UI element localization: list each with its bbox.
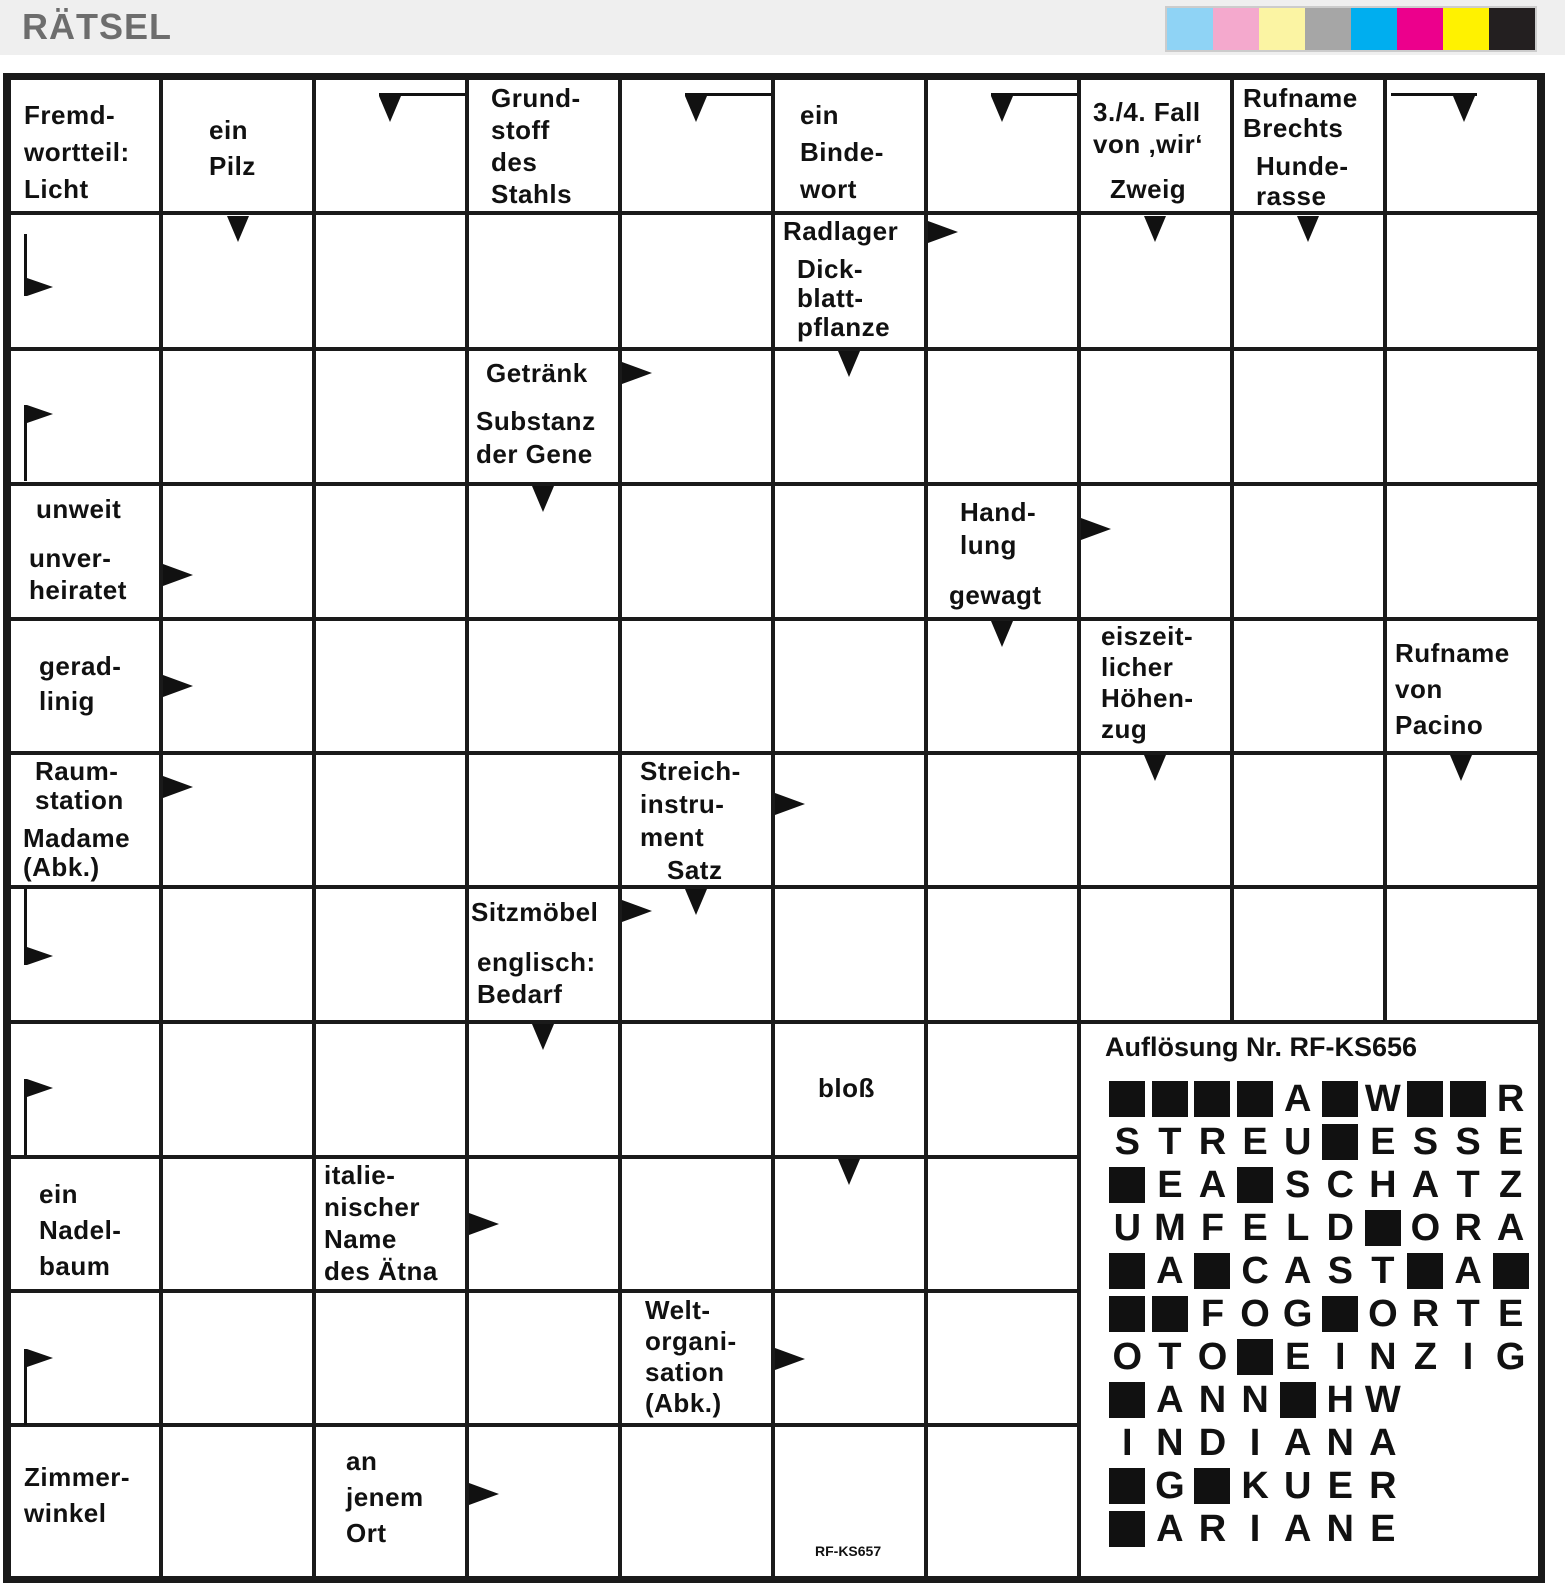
grid-cell[interactable] — [1234, 621, 1383, 751]
solution-row — [1106, 1379, 1404, 1421]
solution-letter: C — [1241, 1250, 1269, 1292]
solution-block — [1365, 1210, 1401, 1246]
arrow-down-icon — [991, 621, 1013, 647]
color-swatch — [1213, 8, 1259, 50]
solution-letter: D — [1198, 1422, 1227, 1464]
solution-letter: F — [1200, 1207, 1225, 1249]
solution-letter: A — [1411, 1164, 1440, 1206]
clue-weltorganisation: Welt- organi- sation (Abk.) — [622, 1293, 771, 1423]
solution-letter: N — [1156, 1422, 1184, 1464]
grid-cell[interactable] — [1081, 486, 1230, 617]
arrow-down-icon — [1450, 755, 1472, 781]
solution-letter: O — [1410, 1207, 1441, 1249]
arrow-right-icon — [775, 793, 805, 815]
solution-row — [1106, 1250, 1532, 1292]
arrow-down-icon — [1144, 216, 1166, 242]
solution-letter: T — [1158, 1336, 1182, 1378]
flag-arrow-icon — [24, 1349, 54, 1425]
clue-dickblattpflanze: Dick- blatt- pflanze — [775, 251, 924, 347]
solution-letter: R — [1198, 1121, 1227, 1163]
solution-letter: Z — [1499, 1164, 1523, 1206]
color-swatch — [1167, 8, 1213, 50]
grid-cell[interactable] — [1081, 351, 1230, 482]
solution-letter: T — [1456, 1164, 1480, 1206]
solution-letter: A — [1369, 1422, 1397, 1464]
color-swatch — [1259, 8, 1305, 50]
clue-satz: Satz — [622, 852, 771, 885]
grid-cell[interactable] — [622, 486, 771, 617]
solution-letter: A — [1283, 1422, 1312, 1464]
solution-letter: O — [1197, 1336, 1228, 1378]
clue-aetna: italie- nischer Name des Ätna — [316, 1159, 465, 1289]
solution-letter: A — [1283, 1508, 1312, 1550]
solution-letter: A — [1156, 1379, 1184, 1421]
grid-cell[interactable] — [928, 1293, 1077, 1423]
solution-block — [1109, 1382, 1145, 1418]
clue-nadelbaum: ein Nadel- baum — [11, 1159, 159, 1289]
solution-letter: S — [1284, 1164, 1311, 1206]
color-swatch — [1489, 8, 1535, 50]
solution-letter: M — [1154, 1207, 1186, 1249]
clue-geradlinig: gerad- linig — [11, 621, 159, 751]
solution-block — [1280, 1382, 1316, 1418]
solution-letter: G — [1495, 1336, 1526, 1378]
solution-letter: S — [1114, 1121, 1140, 1163]
solution-letter: R — [1454, 1207, 1482, 1249]
clue-grundstoff: Grund- stoff des Stahls — [469, 80, 618, 211]
solution-letter: N — [1198, 1379, 1227, 1421]
grid-cell[interactable] — [163, 1024, 312, 1155]
grid-cell[interactable] — [1234, 889, 1383, 1020]
solution-letter: A — [1283, 1250, 1312, 1292]
solution-block — [1322, 1124, 1358, 1160]
clue-rufname-pacino: Rufname von Pacino — [1387, 621, 1537, 751]
solution-letter: L — [1286, 1207, 1310, 1249]
solution-row — [1106, 1336, 1532, 1378]
clue-eiszeitlich: eiszeit- licher Höhen- zug — [1081, 621, 1230, 751]
grid-cell[interactable] — [622, 1159, 771, 1289]
solution-letter: G — [1155, 1465, 1185, 1507]
arrow-down-icon — [838, 1159, 860, 1185]
arrow-right-icon — [163, 675, 193, 697]
arrow-right-icon — [622, 900, 652, 922]
grid-cell[interactable] — [1387, 215, 1537, 347]
solution-letter: S — [1327, 1250, 1353, 1292]
puzzle-code: RF-KS657 — [815, 1543, 882, 1559]
grid-cell[interactable] — [316, 755, 465, 885]
grid-cell[interactable] — [622, 215, 771, 347]
grid-cell[interactable] — [775, 889, 924, 1020]
clue-zweig: Zweig — [1081, 168, 1230, 211]
solution-panel — [1081, 1024, 1538, 1576]
solution-letter: R — [1369, 1465, 1397, 1507]
color-swatch — [1443, 8, 1489, 50]
flag-arrow-icon — [24, 405, 54, 481]
solution-letter: D — [1326, 1207, 1354, 1249]
solution-letter: T — [1456, 1293, 1480, 1335]
arrow-down-icon — [227, 216, 249, 242]
arrow-right-icon — [163, 776, 193, 798]
solution-letter: C — [1326, 1164, 1354, 1206]
color-swatch — [1397, 8, 1443, 50]
solution-row — [1106, 1422, 1404, 1464]
solution-letter: E — [1242, 1121, 1268, 1163]
solution-row — [1106, 1207, 1532, 1249]
grid-cell[interactable] — [163, 1427, 312, 1576]
arrow-right-icon — [469, 1213, 499, 1235]
flag-arrow-icon — [24, 889, 54, 965]
solution-letter: E — [1327, 1465, 1353, 1507]
flag-arrow-icon — [24, 1079, 54, 1155]
solution-letter: I — [1334, 1336, 1346, 1378]
solution-letter: I — [1122, 1422, 1133, 1464]
arrow-down-icon — [838, 351, 860, 377]
color-swatch — [1351, 8, 1397, 50]
grid-cell[interactable] — [1234, 486, 1383, 617]
solution-letter: T — [1371, 1250, 1395, 1292]
solution-block — [1109, 1253, 1145, 1289]
grid-cell[interactable] — [316, 1293, 465, 1423]
solution-block — [1109, 1296, 1145, 1332]
solution-block — [1493, 1253, 1529, 1289]
solution-letter: E — [1284, 1336, 1311, 1378]
grid-cell[interactable] — [1234, 351, 1383, 482]
solution-block — [1109, 1468, 1145, 1504]
grid-cell[interactable] — [1387, 889, 1537, 1020]
solution-row — [1106, 1508, 1404, 1550]
clue-hunderasse: Hunde- rasse — [1234, 145, 1383, 211]
grid-cell[interactable] — [163, 755, 312, 885]
solution-block — [1152, 1296, 1188, 1332]
solution-letter: O — [1368, 1293, 1398, 1335]
clue-englisch-bedarf: englisch: Bedarf — [469, 936, 618, 1020]
solution-letter: U — [1283, 1465, 1312, 1507]
grid-cell[interactable] — [469, 621, 618, 751]
grid-cell[interactable] — [163, 351, 312, 482]
clue-handlung: Hand- lung — [928, 486, 1077, 568]
solution-letter: E — [1370, 1121, 1396, 1163]
grid-cell[interactable] — [163, 889, 312, 1020]
solution-block — [1109, 1167, 1145, 1203]
solution-letter: E — [1370, 1508, 1396, 1550]
grid-cell[interactable] — [775, 486, 924, 617]
solution-block — [1194, 1081, 1230, 1117]
solution-row — [1106, 1293, 1532, 1335]
grid-cell[interactable] — [1234, 755, 1383, 885]
clue-radlager: Radlager — [775, 215, 924, 248]
color-swatch — [1305, 8, 1351, 50]
solution-row — [1106, 1465, 1404, 1507]
solution-block — [1109, 1081, 1145, 1117]
arrow-down-icon — [532, 1024, 554, 1050]
solution-letter: N — [1326, 1508, 1354, 1550]
corner-arrow-icon — [991, 93, 1077, 123]
solution-letter: E — [1497, 1121, 1524, 1163]
solution-row — [1106, 1078, 1532, 1120]
clue-an-jenem-ort: an jenem Ort — [316, 1427, 465, 1576]
clue-sitzmoebel: Sitzmöbel — [469, 889, 618, 933]
grid-cell[interactable] — [316, 486, 465, 617]
grid-cell[interactable] — [316, 1024, 465, 1155]
solution-block — [1407, 1253, 1443, 1289]
grid-cell[interactable] — [928, 1159, 1077, 1289]
clue-substanz-gene: Substanz der Gene — [469, 399, 618, 482]
clue-fall-wir: 3./4. Fall von ‚wir‘ — [1081, 80, 1230, 165]
solution-letter: R — [1496, 1078, 1525, 1120]
solution-letter: N — [1369, 1336, 1397, 1378]
solution-block — [1109, 1511, 1145, 1547]
page-title: RÄTSEL — [22, 6, 172, 47]
grid-cell[interactable] — [316, 621, 465, 751]
solution-block — [1407, 1081, 1443, 1117]
clue-streichinstrument: Streich- instru- ment — [622, 755, 771, 849]
solution-block — [1194, 1468, 1230, 1504]
solution-block — [1152, 1081, 1188, 1117]
grid-cell[interactable] — [163, 1159, 312, 1289]
grid-cell[interactable] — [1081, 889, 1230, 1020]
grid-cell[interactable] — [316, 889, 465, 1020]
solution-letter: A — [1156, 1508, 1184, 1550]
grid-cell[interactable] — [316, 215, 465, 347]
solution-block — [1237, 1081, 1273, 1117]
solution-letter: A — [1454, 1250, 1482, 1292]
solution-letter: W — [1364, 1379, 1401, 1421]
flag-arrow-icon — [24, 234, 54, 296]
solution-row — [1106, 1121, 1532, 1163]
clue-bindewort: ein Binde- wort — [775, 80, 924, 211]
solution-letter: Z — [1413, 1336, 1438, 1378]
clue-madame: Madame (Abk.) — [11, 820, 159, 885]
corner-arrow-icon — [1391, 93, 1477, 123]
clue-bloss: bloß — [775, 1024, 924, 1155]
solution-block — [1450, 1081, 1486, 1117]
solution-letter: K — [1241, 1465, 1269, 1507]
solution-letter: I — [1249, 1422, 1261, 1464]
corner-arrow-icon — [379, 93, 465, 123]
grid-cell[interactable] — [316, 351, 465, 482]
grid-cell[interactable] — [775, 621, 924, 751]
grid-cell[interactable] — [622, 1427, 771, 1576]
solution-letter: A — [1283, 1078, 1312, 1120]
solution-letter: R — [1411, 1293, 1440, 1335]
solution-letter: G — [1282, 1293, 1313, 1335]
arrow-right-icon — [469, 1483, 499, 1505]
solution-letter: O — [1112, 1336, 1143, 1378]
solution-letter: I — [1249, 1508, 1261, 1550]
clue-rufname-brechts: Rufname Brechts — [1234, 80, 1383, 142]
solution-letter: H — [1369, 1164, 1397, 1206]
solution-title: Auflösung Nr. RF-KS656 — [1105, 1032, 1418, 1062]
clue-pilz: ein Pilz — [163, 80, 312, 211]
solution-letter: H — [1326, 1379, 1354, 1421]
clue-zimmerwinkel: Zimmer- winkel — [11, 1427, 159, 1576]
solution-letter: O — [1240, 1293, 1270, 1335]
solution-letter: T — [1158, 1121, 1182, 1163]
clue-unweit: unweit — [11, 486, 159, 529]
solution-letter: A — [1198, 1164, 1227, 1206]
clue-unverheiratet: unver- heiratet — [11, 532, 159, 617]
grid-cell[interactable] — [928, 889, 1077, 1020]
arrow-right-icon — [163, 564, 193, 586]
solution-letter: E — [1497, 1293, 1524, 1335]
solution-block — [1237, 1339, 1273, 1375]
solution-block — [1322, 1081, 1358, 1117]
grid-cell[interactable] — [775, 755, 924, 885]
solution-block — [1237, 1167, 1273, 1203]
solution-row — [1106, 1164, 1532, 1206]
solution-letter: U — [1113, 1207, 1142, 1249]
header-bar — [0, 0, 1565, 55]
clue-fremdwortteil: Fremd- wortteil: Licht — [11, 80, 159, 211]
grid-cell[interactable] — [469, 755, 618, 885]
arrow-down-icon — [1144, 755, 1166, 781]
arrow-right-icon — [1081, 518, 1111, 540]
grid-cell[interactable] — [469, 215, 618, 347]
crossword-grid — [3, 73, 1545, 1583]
solution-block — [1322, 1296, 1358, 1332]
grid-cell[interactable] — [163, 486, 312, 617]
solution-letter: R — [1198, 1508, 1227, 1550]
arrow-right-icon — [775, 1348, 805, 1370]
grid-cell[interactable] — [928, 351, 1077, 482]
grid-cell[interactable] — [928, 1427, 1077, 1576]
arrow-down-icon — [685, 889, 707, 915]
solution-letter: W — [1364, 1078, 1401, 1120]
solution-letter: F — [1200, 1293, 1225, 1335]
solution-letter: E — [1242, 1207, 1268, 1249]
grid-cell[interactable] — [1387, 351, 1537, 482]
clue-getraenk: Getränk — [469, 351, 618, 396]
corner-arrow-icon — [685, 93, 771, 123]
solution-letter: S — [1412, 1121, 1439, 1163]
grid-cell[interactable] — [163, 1293, 312, 1423]
arrow-down-icon — [532, 486, 554, 512]
solution-letter: I — [1462, 1336, 1474, 1378]
arrow-right-icon — [622, 362, 652, 384]
arrow-down-icon — [1297, 216, 1319, 242]
grid-cell[interactable] — [469, 1293, 618, 1423]
arrow-right-icon — [928, 221, 958, 243]
solution-block — [1194, 1253, 1230, 1289]
solution-letter: S — [1455, 1121, 1481, 1163]
solution-letter: U — [1283, 1121, 1312, 1163]
grid-cell[interactable] — [622, 621, 771, 751]
solution-letter: A — [1156, 1250, 1184, 1292]
solution-letter: E — [1157, 1164, 1183, 1206]
color-calibration-bar — [1165, 6, 1537, 52]
solution-letter: N — [1241, 1379, 1269, 1421]
clue-gewagt: gewagt — [928, 571, 1077, 617]
solution-letter: A — [1496, 1207, 1525, 1249]
grid-cell[interactable] — [1387, 486, 1537, 617]
grid-cell[interactable] — [928, 755, 1077, 885]
solution-letter: N — [1326, 1422, 1354, 1464]
clue-raumstation: Raum- station — [11, 755, 159, 817]
grid-cell[interactable] — [622, 1024, 771, 1155]
grid-cell[interactable] — [928, 1024, 1077, 1155]
